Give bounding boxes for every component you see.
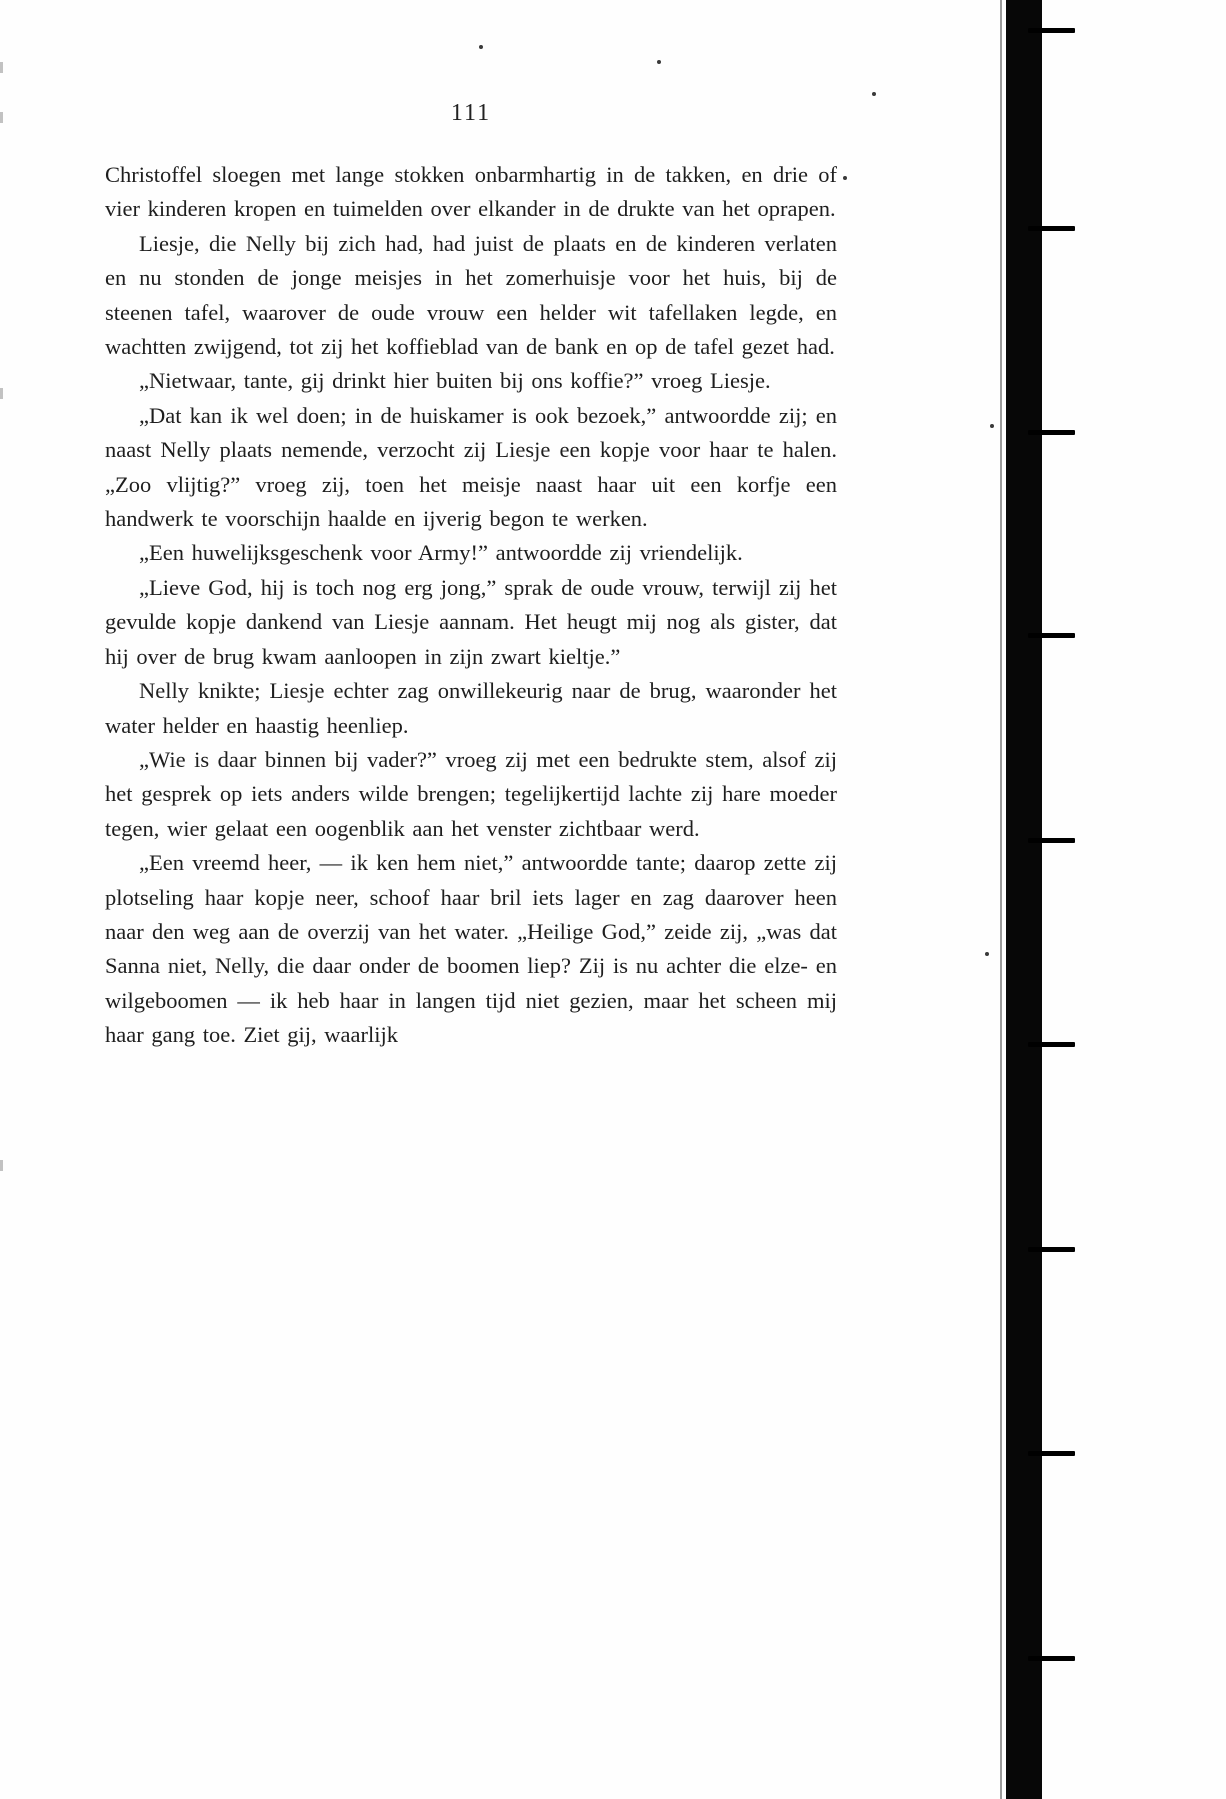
scan-speck — [985, 952, 989, 956]
paragraph: „Een vreemd heer, — ik ken hem niet,” antwoordde tante; daarop zette zij plotseling haar kopje neer, schoof haar bril iets lager en zag daarover heen naar den weg aan de overzij van het water. „Heilige God,” zeide zij, „was dat Sanna niet, Nelly, die daar onder de boomen liep? Zij is nu achter die elze- en wilgeboomen — ik heb haar in langen tijd niet gezien, maar het scheen mij haar gang toe. Ziet gij, waarlijk — [105, 850, 837, 1048]
page-edge-mark — [0, 1160, 3, 1171]
scan-speck — [990, 424, 994, 428]
page-edge-mark — [0, 388, 3, 399]
page-edge-mark — [0, 62, 3, 73]
margin-dash-mark — [1028, 430, 1075, 435]
scan-speck — [657, 60, 661, 64]
paragraph: Christoffel sloegen met lange stokken onbarmhartig in de takken, en drie of vier kinderen kropen en tuimelden over elkander in de drukte van het oprapen. — [105, 162, 837, 222]
margin-dash-mark — [1028, 226, 1075, 231]
margin-dash-mark — [1028, 1451, 1075, 1456]
binding-shadow-line — [1000, 0, 1002, 1799]
margin-dash-mark — [1028, 1247, 1075, 1252]
paragraph: Liesje, die Nelly bij zich had, had juist de plaats en de kinderen verlaten en nu stonden de jonge meisjes in het zomerhuisje voor het huis, bij de steenen tafel, waarover de oude vrouw een helder wit tafellaken legde, en wachtten zwijgend, tot zij het koffieblad van de bank en op de tafel gezet had. — [105, 230, 837, 360]
paragraph: „Een huwelijksgeschenk voor Army!” antwoordde zij vriendelijk. — [139, 540, 743, 566]
paragraph: „Dat kan ik wel doen; in de huiskamer is ook bezoek,” antwoordde zij; en naast Nelly plaats nemende, verzocht zij Liesje een kopje voor haar te halen. „Zoo vlijtig?” vroeg zij, toen het meisje naast haar uit een korfje een handwerk te voorschijn haalde en ijverig begon te werken. — [105, 402, 837, 532]
margin-dash-mark — [1028, 633, 1075, 638]
binding-shadow-bar — [1006, 0, 1042, 1799]
paragraph: „Nietwaar, tante, gij drinkt hier buiten bij ons koffie?” vroeg Liesje. — [139, 368, 771, 394]
page-number: 111 — [450, 100, 492, 126]
page-edge-mark — [0, 112, 3, 123]
scan-speck — [479, 45, 483, 49]
paragraph: Nelly knikte; Liesje echter zag onwillekeurig naar de brug, waaronder het water helder en haastig heenliep. — [105, 678, 837, 738]
margin-dash-mark — [1028, 28, 1075, 33]
paragraph: „Wie is daar binnen bij vader?” vroeg zij met een bedrukte stem, alsof zij het gesprek op iets anders wilde brengen; tegelijkertijd lachte zij hare moeder tegen, wier gelaat een oogenblik aan het venster zichtbaar werd. — [105, 746, 837, 841]
margin-dash-mark — [1028, 1656, 1075, 1661]
text-block — [105, 158, 837, 1053]
margin-dash-mark — [1028, 838, 1075, 843]
paragraph: „Lieve God, hij is toch nog erg jong,” sprak de oude vrouw, terwijl zij het gevulde kopje dankend van Liesje aannam. Het heugt mij nog als gister, dat hij over de brug kwam aanloopen in zijn zwart kieltje.” — [105, 574, 837, 669]
scan-speck — [872, 92, 876, 96]
margin-dash-mark — [1028, 1042, 1075, 1047]
scan-speck — [843, 176, 847, 180]
